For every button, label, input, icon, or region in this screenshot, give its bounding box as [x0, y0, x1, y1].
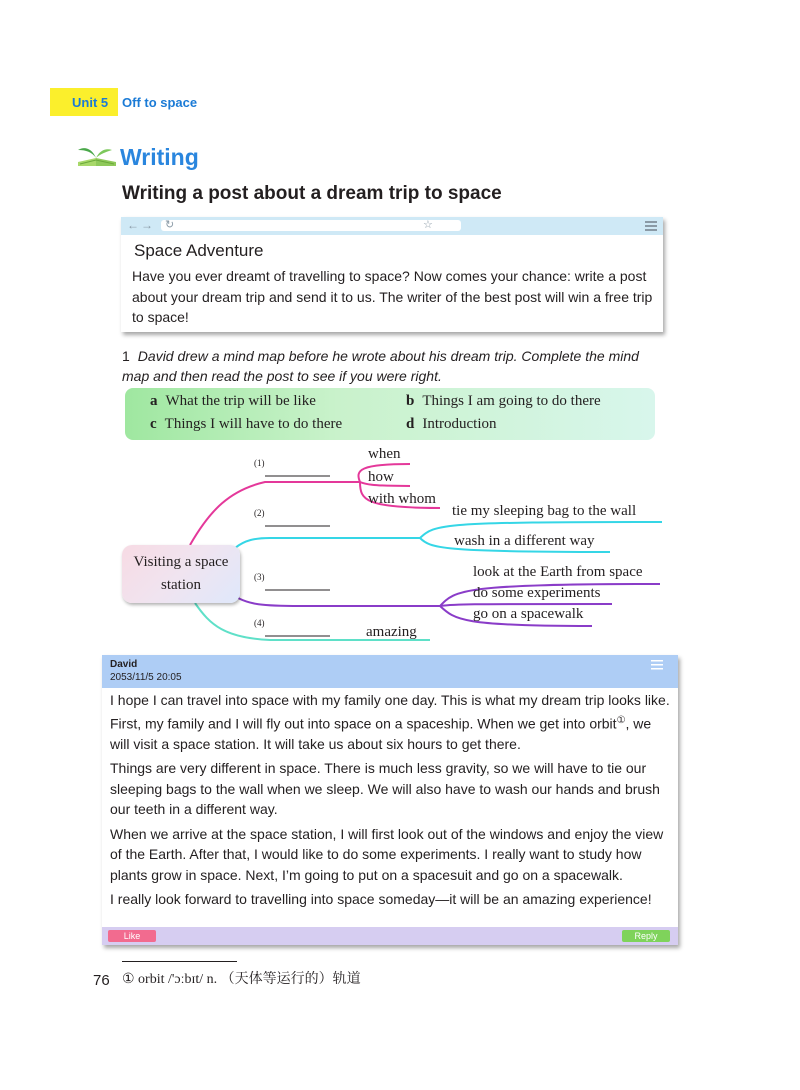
post-menu-icon[interactable] — [651, 660, 663, 670]
unit-number: Unit 5 — [72, 95, 109, 110]
branch2-item: wash in a different way — [454, 533, 595, 549]
mind-map-center: Visiting a space station — [122, 545, 240, 603]
branch1-item: when — [368, 446, 401, 462]
blank-label-2: (2) — [254, 508, 265, 518]
branch2-item: tie my sleeping bag to the wall — [452, 503, 637, 519]
unit-title: Off to space — [122, 95, 198, 110]
branch1-item: how — [368, 469, 394, 485]
browser-heading: Space Adventure — [134, 241, 264, 260]
post-paragraph: When we arrive at the space station, I will first look out of the windows and enjoy the view of the Earth. After that, I would like to do some experiments. I really want to study how plants grow in space. Next, I’m going to put on a spacesuit and go on a spacewalk. — [110, 825, 664, 883]
star-icon[interactable]: ☆ — [423, 219, 433, 231]
back-icon[interactable]: ← — [127, 218, 139, 232]
footnote-marker: ① — [616, 714, 626, 726]
post-footer — [102, 927, 678, 945]
browser-body: Have you ever dreamt of travelling to space? Now comes your chance: write a post about your dream trip and send it to us. The writer of the best post will win a free trip to space! — [132, 268, 653, 325]
reply-button[interactable]: Reply — [622, 930, 670, 942]
option-b: b Things I am going to do there — [406, 393, 601, 409]
post-paragraph: I hope I can travel into space with my family one day. This is what my dream trip looks like. First, my family and I will fly out into space on a spaceship. When we get into orbit①, we will visit a space station. It will take us about six hours to get there. — [110, 692, 670, 752]
section-title: Writing — [120, 144, 199, 170]
blog-post — [102, 655, 678, 945]
branch4-item: amazing — [366, 624, 417, 640]
post-author: David — [110, 659, 138, 670]
blank-label-1: (1) — [254, 458, 265, 468]
post-datetime: 2053/11/5 20:05 — [110, 672, 182, 683]
option-a: a What the trip will be like — [150, 393, 316, 409]
question-text: David drew a mind map before he wrote about his dream trip. Complete the mind map and then read the post to see if you were right. — [122, 348, 639, 384]
footnote-divider — [122, 961, 237, 962]
like-button[interactable]: Like — [108, 930, 156, 942]
post-header — [102, 655, 678, 688]
section-subtitle: Writing a post about a dream trip to space — [122, 183, 502, 204]
option-d: d Introduction — [406, 416, 497, 432]
branch1-item: with whom — [368, 491, 436, 507]
forward-icon[interactable]: → — [141, 218, 153, 232]
branch3-item: do some experiments — [473, 585, 601, 601]
footnote: ① orbit /'ɔːbɪt/ n. （天体等运行的）轨道 — [122, 972, 361, 987]
page-number: 76 — [93, 972, 110, 989]
post-body — [110, 690, 672, 914]
blank-label-3: (3) — [254, 572, 265, 582]
post-paragraph: Things are very different in space. There is much less gravity, so we will have to tie our sleeping bags to the wall when we sleep. We will also have to wash our hands and brush our teeth in a different way. — [110, 760, 660, 818]
branch3-item: go on a spacewalk — [473, 606, 584, 622]
post-paragraph: I really look forward to travelling into space someday—it will be an amazing experience! — [110, 891, 652, 908]
branch3-item: look at the Earth from space — [473, 564, 643, 580]
reload-icon[interactable]: ↻ — [165, 219, 175, 231]
option-c: c Things I will have to do there — [150, 416, 343, 432]
question-number: 1 — [122, 348, 130, 364]
blank-label-4: (4) — [254, 618, 265, 628]
